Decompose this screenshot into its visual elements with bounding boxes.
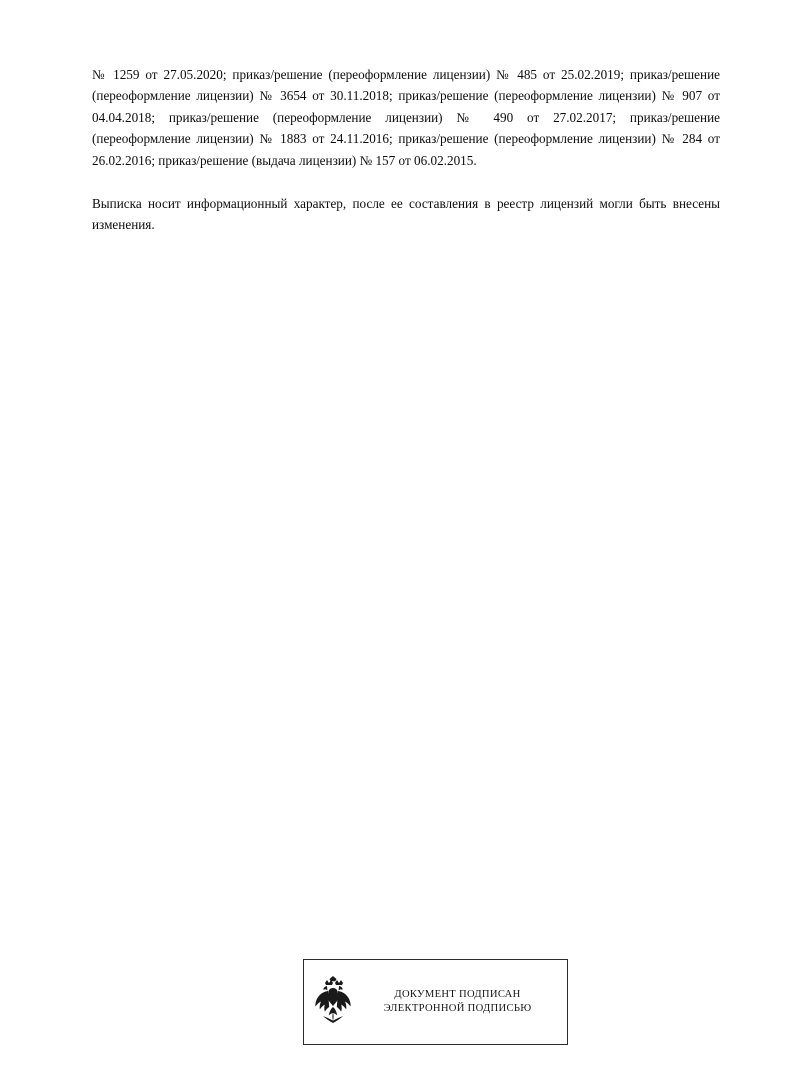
document-body <box>92 64 720 236</box>
stamp-line-2: ЭЛЕКТРОННОЙ ПОДПИСЬЮ <box>383 1003 532 1014</box>
signature-stamp-text <box>356 988 567 1016</box>
electronic-signature-stamp <box>303 959 568 1045</box>
paragraph-disclaimer: Выписка носит информационный характер, после ее составления в реестр лицензий могли быть внесены изменения. <box>92 195 720 233</box>
paragraph-license-orders: № 1259 от 27.05.2020; приказ/решение (переоформление лицензии) № 485 от 25.02.2019; приказ/решение (переоформление лицензии) № 3654 от 30.11.2018; приказ/решение (переоформление лицензии) № 907 от 04.04.2018; приказ/решение (переоформление лицензии) № 490 от 27.02.2017; приказ/решение (переоформление лицензии) № 1883 от 24.11.2016; приказ/решение (переоформление лицензии) № 284 от 26.02.2016; приказ/решение (выдача лицензии) № 157 от 06.02.2015. <box>92 67 720 168</box>
stamp-line-1: ДОКУМЕНТ ПОДПИСАН <box>394 989 521 1001</box>
double-headed-eagle-emblem-icon <box>310 974 356 1030</box>
